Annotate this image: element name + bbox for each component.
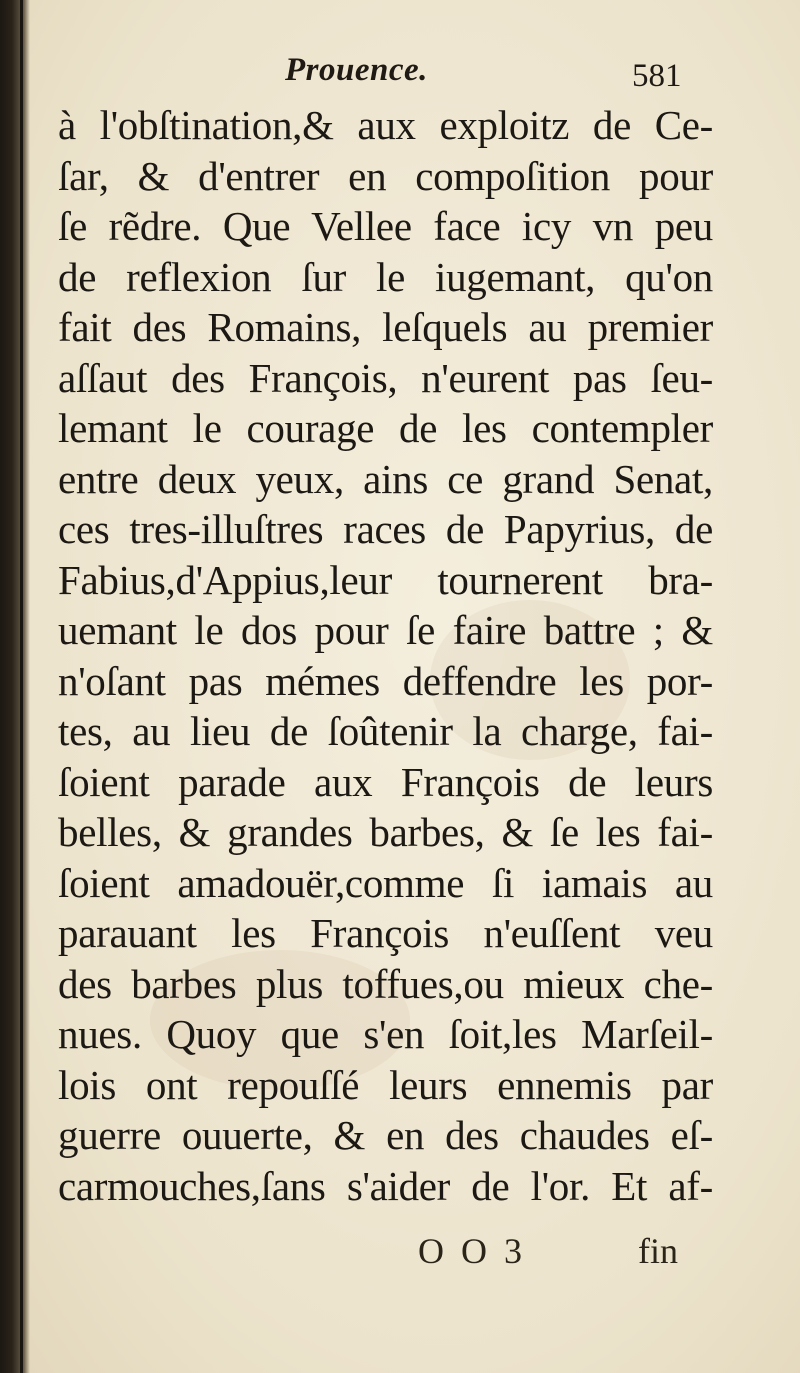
catchword: fin	[638, 1231, 678, 1271]
text-line: fait des Romains, leſquels au premier	[58, 304, 713, 350]
text-line: belles, & grandes barbes, & ſe les fai-	[58, 809, 713, 855]
text-line: ſar, & d'entrer en compoſition pour	[58, 152, 713, 199]
text-line: guerre ouuerte, & en des chaudes eſ-	[58, 1112, 713, 1158]
page-number: 581	[632, 58, 682, 94]
body-text	[58, 100, 713, 1211]
text-line: Fabius,d'Appius,leur tournerent bra-	[58, 556, 713, 603]
text-line: à l'obſtination,& aux exploitz de Ce-	[58, 102, 713, 148]
text-line: uemant le dos pour ſe faire battre ; &	[58, 607, 713, 653]
text-line: ces tres-illuſtres races de Papyrius, de	[58, 506, 713, 552]
text-line: ſoient parade aux François de leurs	[58, 758, 713, 805]
text-line: n'oſant pas mémes deffendre les por-	[58, 657, 713, 704]
text-line: tes, au lieu de ſoûtenir la charge, fai-	[58, 708, 713, 754]
text-line: ſoient amadouër,comme ſi iamais au	[58, 859, 713, 906]
page-footer	[0, 1230, 800, 1280]
text-line: ſe rẽdre. Que Vellee face icy vn peu	[58, 203, 713, 249]
signature-mark: O O 3	[418, 1231, 526, 1271]
gutter-edge	[20, 0, 23, 1373]
text-line: carmouches,ſans s'aider de l'or. Et af-	[58, 1162, 713, 1209]
book-gutter	[0, 0, 30, 1373]
text-line: parauant les François n'euſſent veu	[58, 910, 713, 956]
text-line: entre deux yeux, ains ce grand Senat,	[58, 455, 713, 502]
text-line: de reflexion ſur le iugemant, qu'on	[58, 253, 713, 300]
text-line: aſſaut des François, n'eurent pas ſeu-	[58, 354, 713, 401]
running-title: Prouence.	[285, 52, 428, 88]
text-line: lois ont repouſſé leurs ennemis par	[58, 1061, 713, 1108]
text-line: des barbes plus toffues,ou mieux che-	[58, 960, 713, 1007]
running-head	[0, 52, 800, 102]
text-line: nues. Quoy que s'en ſoit,les Marſeil-	[58, 1011, 713, 1057]
text-line: lemant le courage de les contempler	[58, 405, 713, 451]
